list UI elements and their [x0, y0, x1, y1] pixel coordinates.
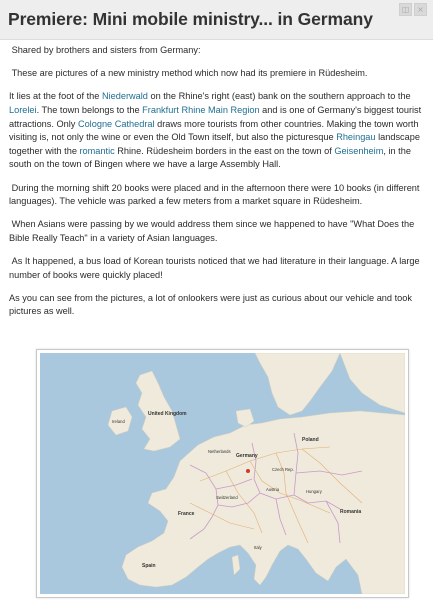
europe-map-image — [36, 349, 409, 598]
map-label-czech: Czech Rep. — [272, 467, 294, 472]
map-label-ireland: Ireland — [112, 419, 125, 424]
link-lorelei[interactable]: Lorelei — [9, 104, 37, 115]
paragraph-intro — [9, 67, 425, 81]
map-label-hungary: Hungary — [306, 489, 322, 494]
europe-map — [40, 353, 405, 594]
text-run: It lies at the foot of the — [9, 91, 102, 102]
text-run: and is one of Germany's biggest tourist attractions. Only — [9, 104, 422, 129]
text-run: draws more tourists from other countries. Making the town worth visiting is, not only the wine or even the Old Town itself, but also the picturesque — [9, 118, 419, 143]
corner-controls — [399, 3, 427, 16]
map-location-marker — [246, 469, 250, 473]
map-label-poland: Poland — [302, 437, 319, 443]
paragraph-asians — [9, 218, 425, 245]
link-romantic[interactable]: romantic — [79, 145, 115, 156]
paragraph-korean-tourists — [9, 255, 425, 282]
title-bar — [0, 0, 433, 40]
paragraph-text: When Asians were passing by we would address them since we happened to have "What Does the Bible Really Teach" in a variety of Asian languages. — [9, 219, 415, 243]
link-rheingau[interactable]: Rheingau — [336, 132, 376, 143]
map-label-austria: Austria — [266, 487, 280, 492]
map-label-spain: Spain — [142, 563, 156, 569]
text-run: landscape together with the — [9, 132, 420, 156]
paragraph-text: These are pictures of a new ministry method which now had its premiere in Rüdesheim. — [11, 68, 368, 79]
link-cologne-cathedral[interactable]: Cologne Cathedral — [77, 118, 155, 129]
link-frankfurt-rhine-main[interactable]: Frankfurt Rhine Main Region — [142, 104, 260, 115]
map-label-netherlands: Netherlands — [208, 449, 231, 454]
article-body — [9, 44, 425, 329]
text-run: Rhine. Rüdesheim borders in the east on the town of — [114, 145, 335, 156]
text-run: on the Rhine's right (east) bank on the southern approach to the — [147, 91, 411, 102]
paragraph-onlookers — [9, 292, 425, 319]
paragraph-shared-by — [9, 44, 425, 58]
paragraph-location — [9, 90, 425, 172]
text-run: , in the south on the town of Bingen where we have a large Assembly Hall. — [9, 145, 411, 170]
paragraph-text: During the morning shift 20 books were placed and in the afternoon there were 10 books (in different languages). The vehicle was parked a few meters from a market square in Rüdesheim. — [9, 182, 420, 207]
map-label-romania: Romania — [340, 509, 362, 515]
link-geisenheim[interactable]: Geisenheim — [334, 145, 384, 156]
map-label-united-kingdom: United Kingdom — [148, 411, 187, 417]
expand-icon[interactable]: ◫ — [399, 3, 412, 16]
text-run: . The town belongs to the — [36, 104, 143, 115]
paragraph-text: Shared by brothers and sisters from Germany: — [11, 45, 201, 55]
link-niederwald[interactable]: Niederwald — [101, 91, 148, 102]
close-icon[interactable]: × — [414, 3, 427, 16]
paragraph-text: As you can see from the pictures, a lot of onlookers were just as curious about our vehicle and took pictures as well. — [9, 292, 412, 317]
map-label-italy: Italy — [254, 545, 262, 550]
paragraph-text: As It happened, a bus load of Korean tourists noticed that we had literature in their language. A large number of books were quickly placed! — [9, 256, 420, 280]
map-label-france: France — [178, 511, 195, 517]
paragraph-books-placed — [9, 182, 425, 209]
map-label-germany: Germany — [236, 453, 258, 459]
map-label-switzerland: Switzerland — [216, 495, 238, 500]
page-title: Premiere: Mini mobile ministry... in Germany — [8, 9, 373, 29]
